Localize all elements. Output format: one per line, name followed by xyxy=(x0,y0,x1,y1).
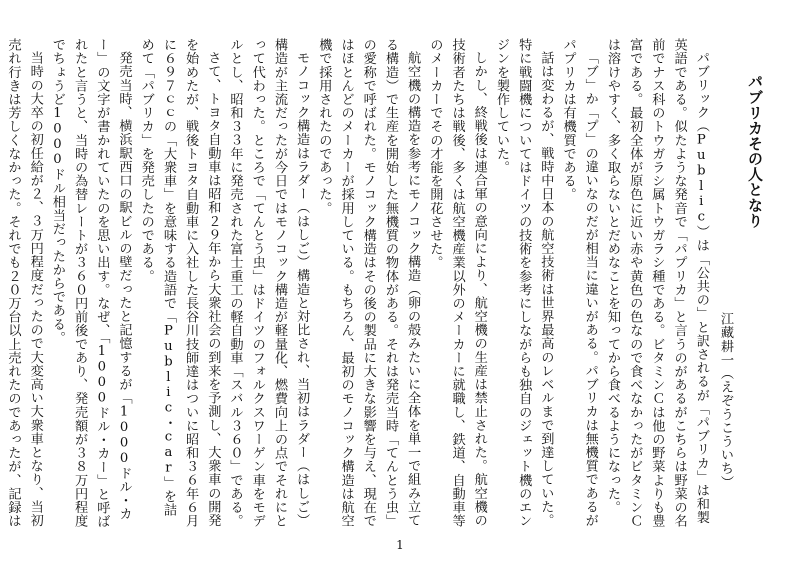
paragraph: 当時の大卒の初任給が２、３万円程度だったので大変高い大衆車となり、当初売れ行きは芳しくなかった。それでも２０万台以上売れたのであったが、記録は xyxy=(5,38,43,528)
paragraph: パブリック（Public）は「公共の」と訳されるが「パブリカ」は和製英語である。似たような発音で「パプリカ」と言うのがあるがこちらは野菜の名前でナス科のトウガラシ属トウガラシ種である。ビタミンＣは他の野菜よりも豊富である。最初全体が原色に近い赤や黄色の色なので食べなかったがビタミンＣは溶けやすく、多く取らないとだめなことを知ってから食べるようになった。 xyxy=(604,38,709,528)
paragraph: さて、トヨタ自動車は昭和２９年から大衆社会の到来を予測し、大衆車の開発を始めたが、戦後トヨタ自動車に入社した長谷川技師達はついに昭和３６年６月に６９７ｃｃの「大衆車」を意味する造語で「Public・car」を詰めて「パブリカ」を発売したのである。 xyxy=(138,38,221,528)
paragraph: 「ブ」か「プ」の違いなのだが相当に違いがある。パブリカは無機質であるがパプリカは有機質である。 xyxy=(560,38,598,528)
author-name: 江藏耕一（えぞうこういち） xyxy=(718,312,733,489)
page-number: 1 xyxy=(396,538,404,552)
vertical-text-column xyxy=(0,38,768,530)
paragraph: 発売当時、横浜駅西口の駅ビルの壁だったと記憶するが「1000ドル・カー」の文字が書かれていたのを思い出す。なぜ、「1000ドル・カー」と呼ばれたと言うと、当時の為替レートが３６０円前後であり、発売額が３８万円程度でちょうど1000ドル相当だったからである。 xyxy=(49,38,132,529)
paragraph: モノコック構造はラダー（はしご）構造と対比され、当初はラダー（はしご）構造が主流だったが今日ではモノコック構造が軽量化、燃費向上の点でそれにとって代わった。ところで「てんとう虫」はドイツのフォルクスワーゲン車をモデルとし、昭和３３年に発売された富士重工の軽自動車「スバル３６０」である。 xyxy=(227,38,310,528)
paragraph: 話は変わるが、戦時中日本の航空技術は世界最高のレベルまで到達していた。特に戦闘機についてはドイツの技術を参考にしながらも独自のジェット機のエンジンを製作していた。 xyxy=(493,38,554,528)
paragraph: 航空機の構造を参考にモノコック構造（卵の殻みたいに全体を単一で組み立てる構造）で生産を開始した無機質の物体がある。それは発売当時「てんとう虫」の愛称で呼ばれた。モノコック構造はその後の製品に大きな影響を与え、現在ではほとんどのメーカーが採用している。もちろん、最初のモノコック構造は航空機で採用されたのであった。 xyxy=(316,38,421,528)
paragraph: しかし、終戦後は連合軍の意向により、航空機の生産は禁止された。航空機の技術者たちは戦後、多くは航空機産業以外のメーカーに就職し、鉄道、自動車等のメーカーでその才能を開花させた。 xyxy=(427,38,487,528)
page-title: パブリカその人となり xyxy=(746,74,764,228)
